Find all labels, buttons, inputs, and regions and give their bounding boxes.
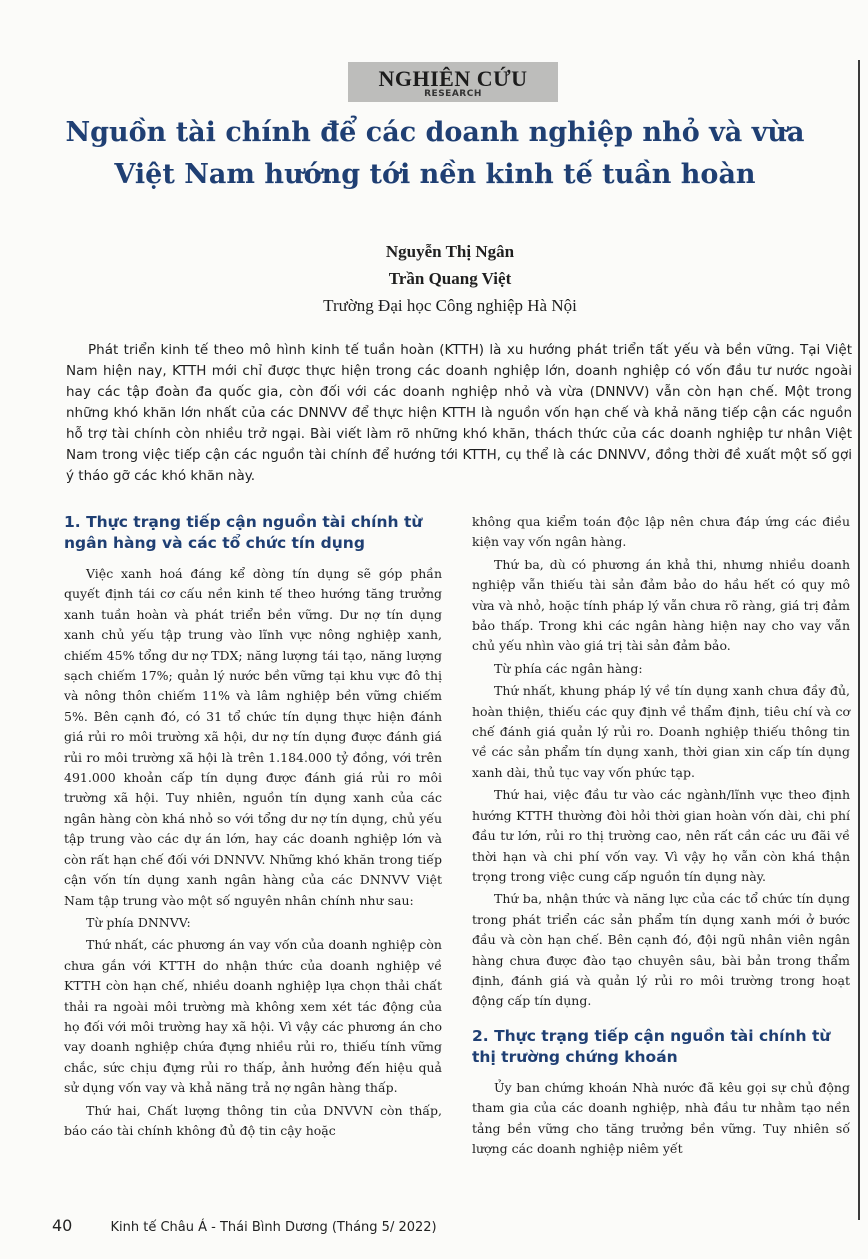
journal-name: Kinh tế Châu Á - Thái Bình Dương (Tháng 5/ 2022): [110, 1220, 437, 1235]
section-sublabel: RESEARCH: [424, 89, 482, 99]
page-number: 40: [52, 1216, 73, 1235]
paragraph: Thứ hai, việc đầu tư vào các ngành/lĩnh vực theo định hướng KTTH thường đòi hỏi thời gian hoàn vốn dài, chi phí đầu tư lớn, rủi ro thị trường cao, nên rất cần các ưu đãi về thời hạn và chi phí vốn vay. Vì vậy họ vẫn còn khá thận trọng trong việc cung cấp nguồn tín dụng này.: [472, 787, 850, 884]
title-line-1: Nguồn tài chính để các doanh nghiệp nhỏ và vừa: [65, 117, 805, 148]
affiliation: Trường Đại học Công nghiệp Hà Nội: [323, 296, 577, 315]
page-edge-rule: [858, 60, 860, 1220]
section-heading-1: 1. Thực trạng tiếp cận nguồn tài chính từ ngân hàng và các tổ chức tín dụng: [64, 513, 423, 552]
abstract: Phát triển kinh tế theo mô hình kinh tế tuần hoàn (KTTH) là xu hướng phát triển tất yếu và bền vững. Tại Việt Nam hiện nay, KTTH mới chỉ được thực hiện trong các doanh nghiệp lớn, doanh nghiệp có vốn đầu tư nước ngoài hay các tập đoàn đa quốc gia, còn đối với các doanh nghiệp nhỏ và vừa (DNNVV) vẫn còn hạn chế. Một trong những khó khăn lớn nhất của các DNNVV để thực hiện KTTH là nguồn vốn hạn chế và khả năng tiếp cận các nguồn hỗ trợ tài chính còn nhiều trở ngại. Bài viết làm rõ những khó khăn, thách thức của các doanh nghiệp tư nhân Việt Nam trong việc tiếp cận các nguồn tài chính để hướng tới KTTH, cụ thể là các DNNVV, đồng thời đề xuất một số gợi ý tháo gỡ các khó khăn này.: [66, 342, 852, 484]
author-block: [200, 238, 700, 319]
page-footer: [52, 1216, 812, 1235]
article-title: [40, 112, 830, 196]
paragraph: Ủy ban chứng khoán Nhà nước đã kêu gọi sự chủ động tham gia của các doanh nghiệp, nhà đầu tư nhằm tạo nền tảng bền vững cho tăng trưởng bền vững. Tuy nhiên số lượng các doanh nghiệp niêm yết: [472, 1079, 850, 1156]
author-name-1: Nguyễn Thị Ngân: [385, 242, 515, 261]
section-banner: [348, 62, 558, 102]
section-heading-2: 2. Thực trạng tiếp cận nguồn tài chính từ thị trường chứng khoán: [472, 1026, 831, 1066]
paragraph: không qua kiểm toán độc lập nên chưa đáp ứng các điều kiện vay vốn ngân hàng.: [472, 514, 850, 550]
left-column: [64, 512, 442, 1143]
section-label: NGHIÊN CỨU: [378, 66, 528, 91]
paragraph: Thứ nhất, các phương án vay vốn của doanh nghiệp còn chưa gắn với KTTH do nhận thức của doanh nghiệp về KTTH còn hạn chế, nhiều doanh nghiệp lựa chọn thải chất thải ra ngoài môi trường mà không xem xét tác động của họ đối với môi trường hay xã hội. Vì vậy các phương án cho vay doanh nghiệp chứa đựng nhiều rủi ro, thiếu tính vững chắc, sức chịu đựng rủi ro thấp, ảnh hưởng đến hiệu quả sử dụng vốn vay và khả năng trả nợ ngân hàng thấp.: [64, 937, 442, 1096]
paragraph: Thứ nhất, khung pháp lý về tín dụng xanh chưa đầy đủ, hoàn thiện, thiếu các quy định về thẩm định, tiêu chí và cơ chế đánh giá quản lý rủi ro. Doanh nghiệp thiếu thông tin về các sản phẩm tín dụng xanh, thời gian xin cấp tín dụng xanh dài, thủ tục vay vốn phức tạp.: [472, 683, 850, 780]
title-line-2: Việt Nam hướng tới nền kinh tế tuần hoàn: [114, 158, 756, 190]
paragraph: Thứ hai, Chất lượng thông tin của DNVVN còn thấp, báo cáo tài chính không đủ độ tin cậy hoặc: [64, 1102, 442, 1138]
paragraph: Thứ ba, dù có phương án khả thi, nhưng nhiều doanh nghiệp vẫn thiếu tài sản đảm bảo do hầu hết có quy mô vừa và nhỏ, hoặc tính pháp lý vẫn chưa rõ ràng, giá trị đảm bảo thấp. Trong khi các ngân hàng hiện nay cho vay vẫn chủ yếu nhìn vào giá trị tài sản đảm bảo.: [472, 556, 850, 654]
paragraph: Thứ ba, nhận thức và năng lực của các tổ chức tín dụng trong phát triển các sản phẩm tín dụng xanh mới ở bước đầu và còn hạn chế. Bên cạnh đó, đội ngũ nhân viên ngân hàng chưa được đào tạo chuyên sâu, bài bản trong thẩm định, đánh giá và quản lý rủi ro môi trường trong hoạt động cấp tín dụng.: [472, 891, 850, 1009]
right-column: [472, 512, 850, 1161]
author-name-2: Trần Quang Việt: [388, 269, 512, 288]
paragraph: Từ phía DNNVV:: [86, 914, 191, 930]
paragraph: Từ phía các ngân hàng:: [494, 660, 643, 676]
paragraph: Việc xanh hoá đáng kể dòng tín dụng sẽ góp phần quyết định tái cơ cấu nền kinh tế theo hướng tăng trưởng xanh tuần hoàn và phát triển bền vững. Dư nợ tín dụng xanh chủ yếu tập trung vào lĩnh vực nông nghiệp xanh, chiếm 45% tổng dư nợ TDX; năng lượng tái tạo, năng lượng sạch chiếm 17%; quản lý nước bền vững tại khu vực đô thị và nông thôn chiếm 11% và lâm nghiệp bền vững chiếm 5%. Bên cạnh đó, có 31 tổ chức tín dụng thực hiện đánh giá rủi ro môi trường xã hội, dư nợ tín dụng được đánh giá rủi ro môi trường xã hội là trên 1.184.000 tỷ đồng, với trên 491.000 khoản cấp tín dụng được đánh giá rủi ro môi trường xã hội. Tuy nhiên, nguồn tín dụng xanh của các ngân hàng còn khá nhỏ so với tổng dư nợ tín dụng, chủ yếu tập trung vào các dự án lớn, hay các doanh nghiệp lớn và còn rất hạn chế đối với DNNVV. Những khó khăn trong tiếp cận vốn tín dụng xanh ngân hàng của các DNNVV Việt Nam tập trung vào một số nguyên nhân chính như sau:: [64, 566, 442, 908]
